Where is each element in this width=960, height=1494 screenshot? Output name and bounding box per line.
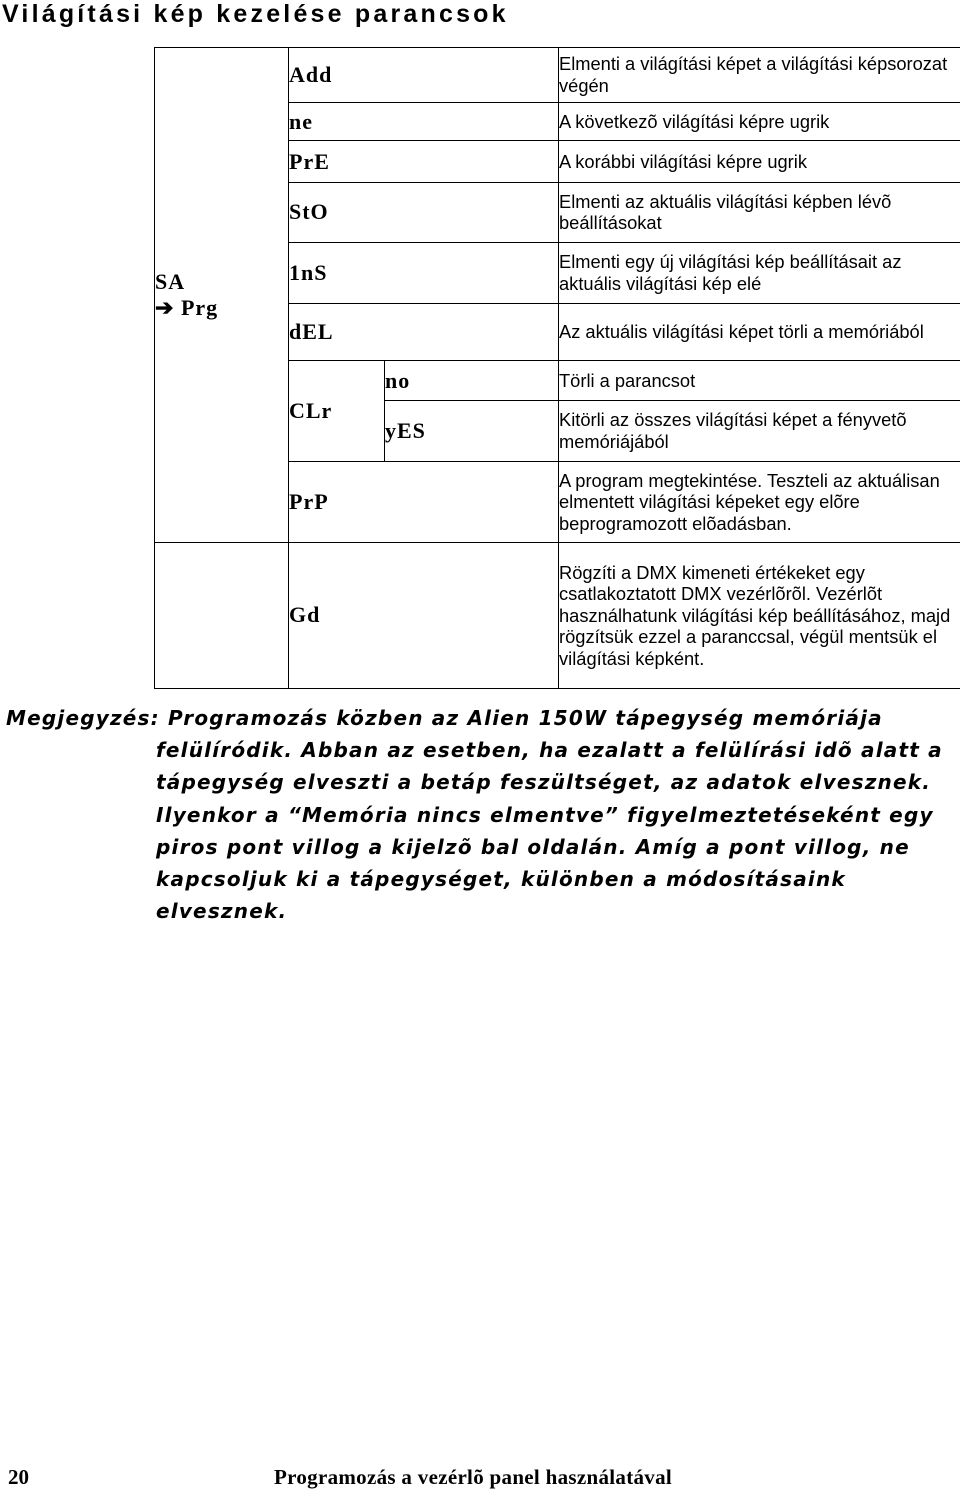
page-title: Világítási kép kezelése parancsok — [2, 0, 509, 28]
description-cell: Elmenti az aktuális világítási képben lévõ beállításokat — [559, 182, 960, 242]
description-cell: A korábbi világítási képre ugrik — [559, 141, 960, 183]
description-cell: Elmenti egy új világítási kép beállításait az aktuális világítási kép elé — [559, 242, 960, 303]
table-row — [155, 48, 960, 103]
description-cell: Az aktuális világítási képet törli a memóriából — [559, 303, 960, 361]
description-cell: Elmenti a világítási képet a világítási képsorozat végén — [559, 48, 960, 103]
table-row — [155, 542, 960, 688]
command-cell: Gd — [289, 542, 559, 688]
group-cell — [155, 48, 289, 543]
note-text: Programozás közben az Alien 150W tápegység memóriája — [168, 706, 883, 730]
option-cell: no — [385, 361, 559, 401]
note-line: felülíródik. Abban az esetben, ha ezalatt a felülírási idõ alatt a — [156, 738, 943, 763]
note-paragraph — [6, 702, 956, 927]
description-cell: Rögzíti a DMX kimeneti értékeket egy csatlakoztatott DMX vezérlõrõl. Vezérlõt használhatunk világítási kép beállításához, majd rögzítsük ezzel a paranccsal, végül mentsük el világítási képként. — [559, 542, 960, 688]
command-cell: CLr — [289, 361, 385, 461]
option-cell: yES — [385, 400, 559, 461]
description-cell: Törli a parancsot — [559, 361, 960, 401]
page-number: 20 — [8, 1465, 29, 1489]
command-cell: StO — [289, 182, 559, 242]
command-table — [154, 47, 960, 689]
arrow-right-icon: ➔ — [155, 294, 175, 320]
command-cell: PrP — [289, 461, 559, 542]
description-cell: Kitörli az összes világítási képet a fényvetõ memóriájából — [559, 400, 960, 461]
description-cell: A következõ világítási képre ugrik — [559, 102, 960, 141]
footer-section-title: Programozás a vezérlõ panel használatával — [274, 1465, 673, 1489]
note-line: elvesznek. — [156, 899, 288, 924]
note-line: kapcsoljuk ki a tápegységet, különben a módosításaink — [156, 867, 846, 892]
command-cell: PrE — [289, 141, 559, 183]
command-cell: Add — [289, 48, 559, 103]
note-line: tápegység elveszti a betáp feszültséget, az adatok elvesznek. — [156, 770, 932, 795]
command-cell: 1nS — [289, 242, 559, 303]
group-sublabel: Prg — [180, 294, 219, 320]
note-line: piros pont villog a kijelzõ bal oldalán. Amíg a pont villog, ne — [156, 834, 910, 859]
command-cell: dEL — [289, 303, 559, 361]
command-cell: ne — [289, 102, 559, 141]
description-cell: A program megtekintése. Teszteli az aktuálisan elmentett világítási képeket egy elõre beprogramozott elõadásban. — [559, 461, 960, 542]
note-label: Megjegyzés: — [6, 706, 160, 730]
note-line: Ilyenkor a “Memória nincs elmentve” figyelmeztetéseként egy — [156, 802, 934, 827]
group-label: SA — [155, 268, 186, 294]
